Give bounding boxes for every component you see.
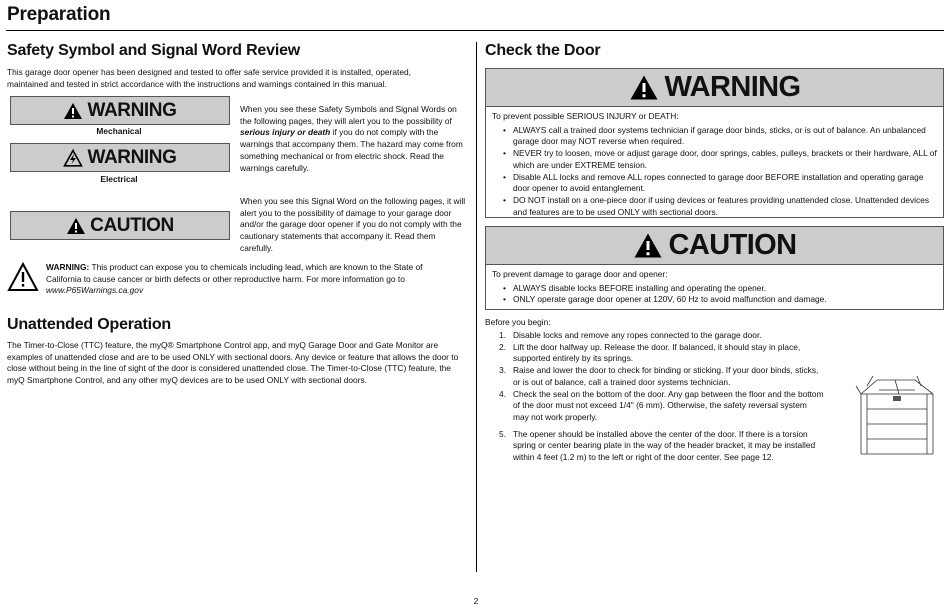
column-divider xyxy=(476,42,477,572)
step-item xyxy=(485,342,825,365)
symbols-explanation xyxy=(240,104,468,174)
garage-door-illustration xyxy=(853,372,943,456)
mechanical-caption: Mechanical xyxy=(96,126,142,136)
safety-intro: This garage door opener has been designed and tested to offer safe service provided it is installed, operated, maintained and tested in strict accordance with the instructions and warnings contained in this manual. xyxy=(7,67,411,89)
step-number: 1. xyxy=(499,330,506,340)
electrical-shock-triangle-icon xyxy=(63,149,83,167)
step-number: 5. xyxy=(499,428,506,439)
check-door-heading: Check the Door xyxy=(485,42,601,59)
warning-triangle-icon xyxy=(633,232,663,259)
symbols-text-part2: if you do not comply with the warnings that accompany them. The hazard may come from something mechanical or from electric shock. Read the warnings carefully. xyxy=(240,127,463,173)
caution-label: CAUTION xyxy=(90,214,174,236)
page-number: 2 xyxy=(473,596,479,606)
electrical-caption: Electrical xyxy=(100,174,138,184)
symbols-text-part1: When you see these Safety Symbols and Signal Words on the following pages, they will alert you to the possibility of xyxy=(240,104,457,126)
step-item xyxy=(485,389,825,424)
serious-injury-emphasis: serious injury or death xyxy=(240,127,331,138)
step-number: 3. xyxy=(499,365,506,376)
warning-triangle-icon xyxy=(63,102,83,120)
step-text: Lift the door halfway up. Release the door. If balanced, it should stay in place, supported entirely by its springs. xyxy=(513,341,801,364)
step-text: Disable locks and remove any ropes connected to the garage door. xyxy=(513,330,762,340)
page-title: Preparation xyxy=(7,4,111,25)
prop65-warning-icon xyxy=(7,262,39,292)
warning-box xyxy=(485,68,944,218)
caution-box xyxy=(485,226,944,310)
unattended-text: The Timer-to-Close (TTC) feature, the myQ® Smartphone Control app, and myQ Garage Door and Gate Monitor are examples of unattended close and are to be used ONLY with sectional doors. Any device or feature that allows the door to close without being in the line of sight of the door is considered unattended close. The Timer-to-Close (TTC) feature, the myQ Smartphone Control, and any other myQ devices are to be used ONLY with sectional doors. xyxy=(7,340,459,386)
caution-box-banner xyxy=(486,227,943,265)
caution-box-lead: To prevent damage to garage door and opener: xyxy=(492,269,668,279)
warning-item: • Disable ALL locks and remove ALL ropes connected to garage door BEFORE installation and operating garage door opener to avoid entanglement. xyxy=(513,172,937,195)
step-text: Raise and lower the door to check for binding or sticking. If your door binds, sticks, or is out of balance, call a trained door systems technician. xyxy=(513,365,819,387)
warning-banner-electrical xyxy=(10,143,230,172)
safety-heading: Safety Symbol and Signal Word Review xyxy=(7,42,301,59)
step-item xyxy=(485,365,825,388)
steps-list xyxy=(485,330,825,464)
prop65-warning xyxy=(46,262,456,297)
step-item xyxy=(485,330,825,342)
unattended-heading: Unattended Operation xyxy=(7,316,172,333)
warning-label: WARNING xyxy=(87,99,177,121)
warning-item: • ALWAYS call a trained door systems technician if garage door binds, sticks, or is out of balance. An unbalanced garage door may NOT reverse when required. xyxy=(513,125,937,148)
caution-box-label: CAUTION xyxy=(668,229,797,261)
prop65-link[interactable]: www.P65Warnings.ca.gov xyxy=(46,285,144,296)
title-rule xyxy=(6,30,944,31)
warning-item: • DO NOT install on a one-piece door if using devices or features providing unattended close. Unattended devices and features are to be used ONLY with sectional doors. xyxy=(513,195,937,218)
warning-triangle-icon xyxy=(629,74,659,101)
caution-explanation: When you see this Signal Word on the following pages, it will alert you to the possibility of damage to your garage door and/or the garage door opener if you do not comply with the cautionary statements that accompany it. Read them carefully. xyxy=(240,196,466,253)
prop65-label: WARNING: xyxy=(46,262,90,272)
caution-item: • ALWAYS disable locks BEFORE installing and operating the opener. xyxy=(513,283,937,295)
step-text: Check the seal on the bottom of the door. Any gap between the floor and the bottom of the door must not exceed 1/4" (6 mm). Otherwise, the safety reversal system may not work properly. xyxy=(513,388,824,422)
warning-triangle-icon xyxy=(66,217,86,235)
step-number: 4. xyxy=(499,388,506,399)
before-you-begin: Before you begin: xyxy=(485,317,551,327)
step-item xyxy=(485,429,825,464)
caution-item: • ONLY operate garage door opener at 120V, 60 Hz to avoid malfunction and damage. xyxy=(513,294,937,306)
step-text: The opener should be installed above the center of the door. If there is a torsion spring or center bearing plate in the way of the header bracket, it may be installed within 4 feet (1.2 m) to the left or right of the door center. See page 12. xyxy=(513,428,816,463)
warning-item: • NEVER try to loosen, move or adjust garage door, door springs, cables, pulleys, brackets or their hardware, ALL of which are under EXTREME tension. xyxy=(513,148,937,171)
warning-box-label: WARNING xyxy=(664,71,801,103)
warning-box-banner xyxy=(486,69,943,107)
warning-label: WARNING xyxy=(87,146,177,168)
caution-banner xyxy=(10,211,230,240)
warning-banner-mechanical xyxy=(10,96,230,125)
warning-box-lead: To prevent possible SERIOUS INJURY or DEATH: xyxy=(492,111,679,121)
prop65-text: This product can expose you to chemicals including lead, which are known to the State of California to cause cancer or birth defects or other reproductive harm. For more information go to xyxy=(46,262,423,284)
step-number: 2. xyxy=(499,341,506,352)
